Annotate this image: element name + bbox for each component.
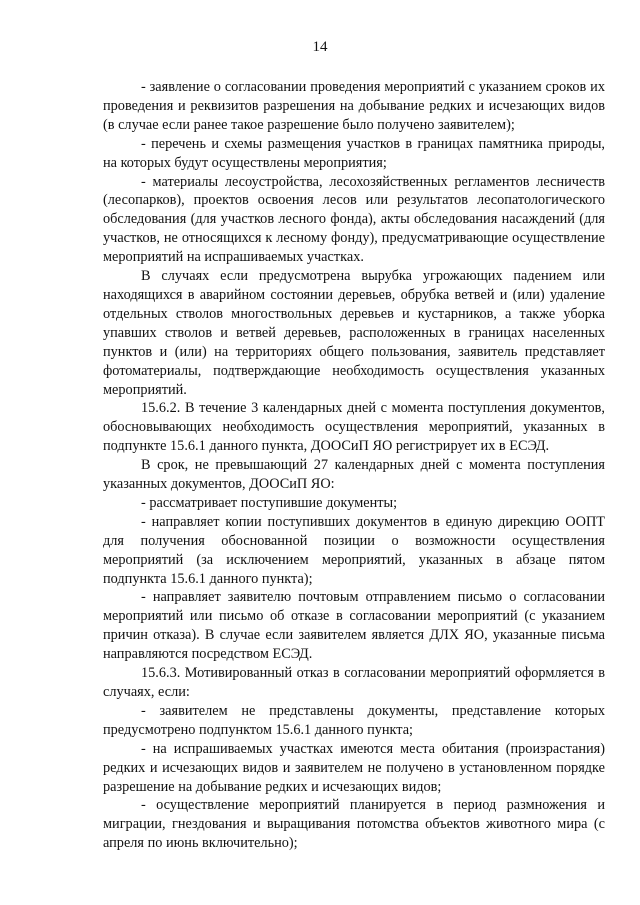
paragraph-photo-materials: В случаях если предусмотрена вырубка угрожающих падением или находящихся в аварийном состоянии деревьев, обрубка ветвей и (или) удаление отдельных стволов многоствольных деревьев и кустарников, а также уборка упавших стволов и ветвей деревьев, расположенных в границах населенных пунктов и (или) на территориях общего пользования, заявитель представляет фотоматериалы, подтверждающие необходимость осуществления указанных мероприятий. — [103, 268, 605, 398]
page-number: 14 — [312, 39, 328, 55]
document-body — [103, 78, 605, 853]
paragraph-send-letter: - направляет заявителю почтовым отправлением письмо о согласовании мероприятий или письмо об отказе в согласовании мероприятий (с указанием причин отказа). В случае если заявителем является ДЛХ ЯО, указанные письма направляются посредством ЕСЭД. — [103, 589, 605, 663]
paragraph-15-6-2: 15.6.2. В течение 3 календарных дней с момента поступления документов, обосновывающих необходимость осуществления мероприятий, указанных в подпункте 15.6.1 данного пункта, ДООСиП ЯО регистрирует их в ЕСЭД. — [103, 400, 605, 455]
paragraph-review-term: В срок, не превышающий 27 календарных дней с момента поступления указанных документов, ДООСиП ЯО: — [103, 457, 605, 493]
paragraph-forest-materials: - материалы лесоустройства, лесохозяйственных регламентов лесничеств (лесопарков), проектов освоения лесов или результатов лесопатологического обследования (для участков лесного фонда), акты обследования насаждений (для участков, не относящихся к лесному фонду), предусматривающие осуществление мероприятий на испрашиваемых участках. — [103, 173, 605, 266]
paragraph-application: - заявление о согласовании проведения мероприятий с указанием сроков их проведения и реквизитов разрешения на добывание редких и исчезающих видов (в случае если ранее такое разрешение было получено заявителем); — [103, 79, 605, 133]
paragraph-site-schemes: - перечень и схемы размещения участков в границах памятника природы, на которых будут осуществлены мероприятия; — [103, 135, 605, 171]
paragraph-review-documents: - рассматривает поступившие документы; — [141, 494, 398, 511]
paragraph-breeding-period: - осуществление мероприятий планируется в период размножения и миграции, гнездования и выращивания потомства объектов животного мира (с апреля по июнь включительно); — [103, 797, 605, 852]
paragraph-missing-documents: - заявителем не представлены документы, представление которых предусмотрено подпунктом 15.6.1 данного пункта; — [103, 702, 605, 738]
paragraph-rare-species: - на испрашиваемых участках имеются места обитания (произрастания) редких и исчезающих видов и заявителем не получено в установленном порядке разрешение на добывание редких и исчезающих видов; — [103, 740, 605, 795]
paragraph-15-6-3: 15.6.3. Мотивированный отказ в согласовании мероприятий оформляется в случаях, если: — [103, 665, 605, 700]
paragraph-send-copies: - направляет копии поступивших документов в единую дирекцию ООПТ для получения обоснованной позиции о возможности осуществления мероприятий (за исключением мероприятий, указанных в абзаце пятом подпункта 15.6.1 данного пункта); — [103, 513, 605, 587]
